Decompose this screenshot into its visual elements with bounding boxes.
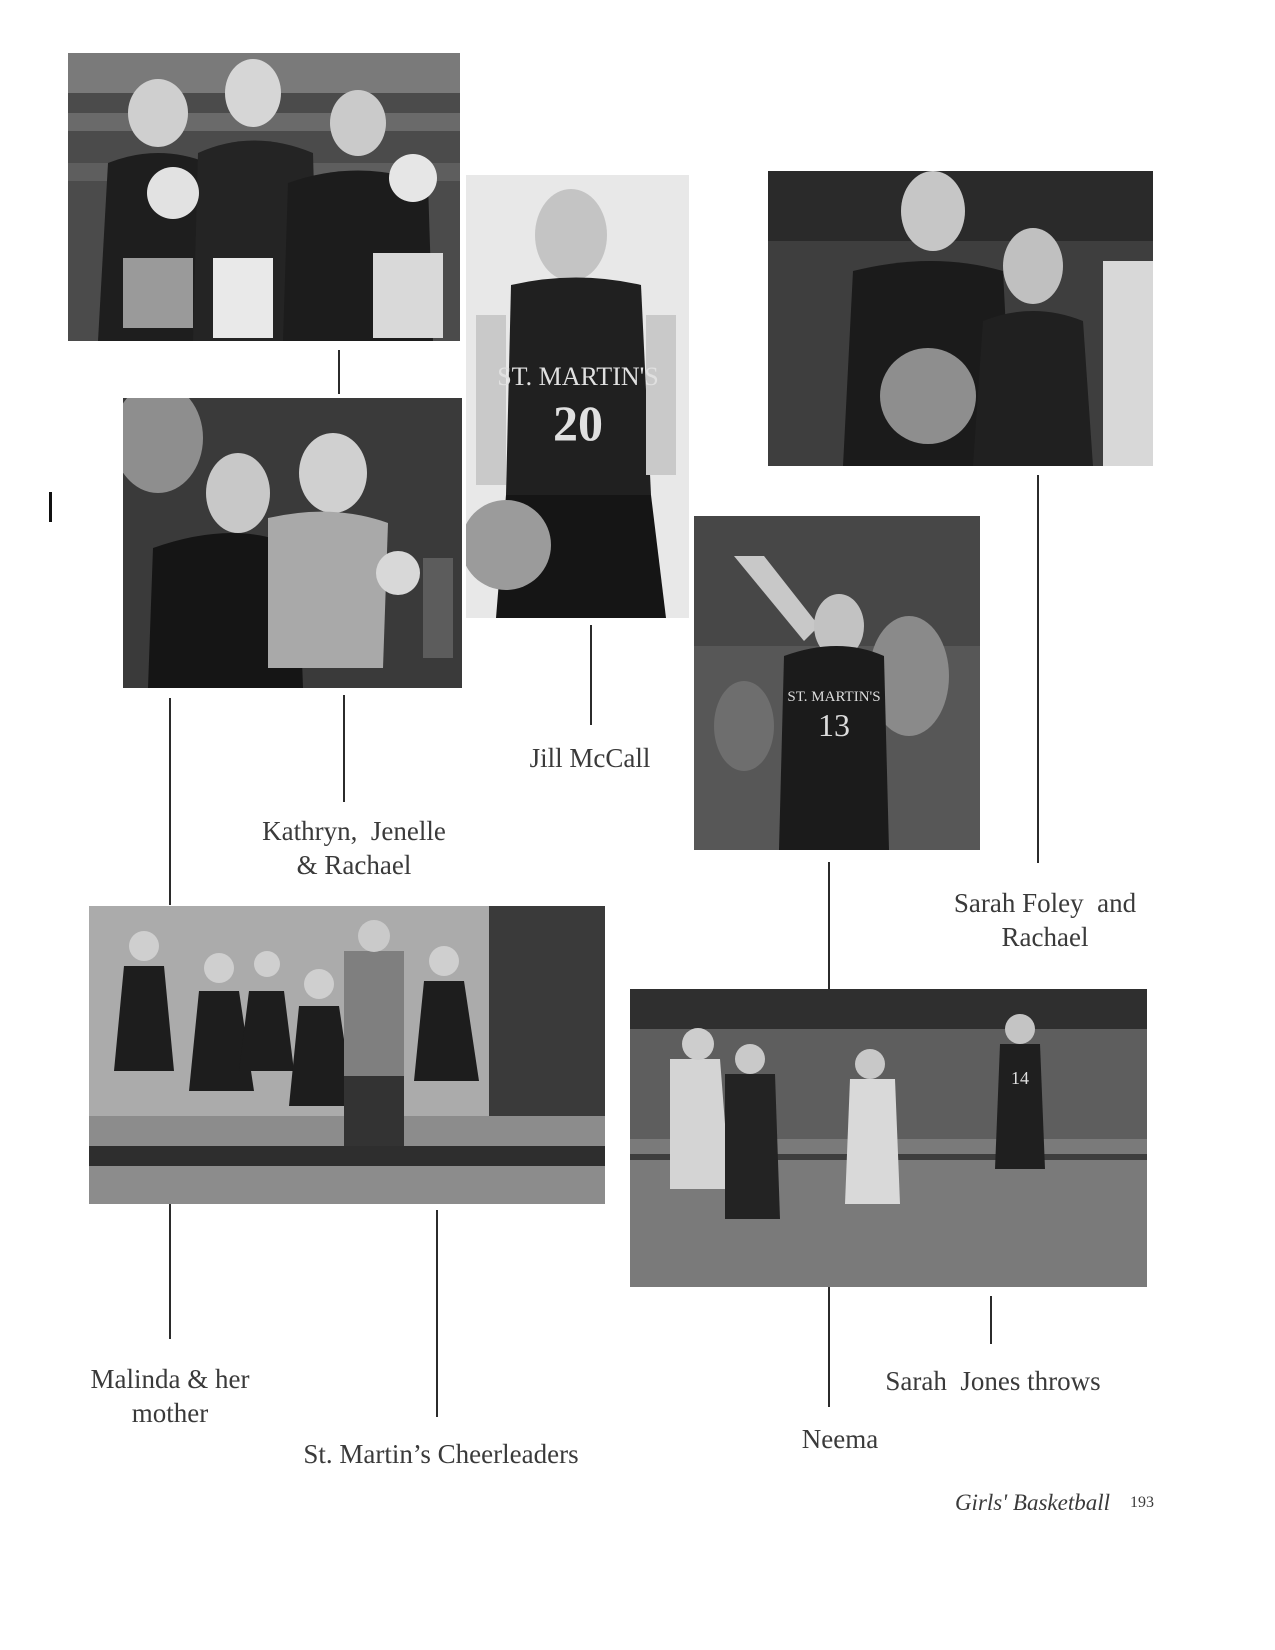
page-edge-mark bbox=[49, 492, 52, 522]
connector-line bbox=[343, 695, 345, 802]
photo-seniors-with-flowers bbox=[68, 53, 460, 341]
connector-line bbox=[590, 625, 592, 725]
caption-sarah-jones bbox=[868, 1364, 1118, 1398]
section-title: Girls' Basketball bbox=[954, 1490, 1110, 1515]
caption-kathryn-jenelle-rachael bbox=[234, 814, 474, 882]
caption-malinda-and-mother bbox=[70, 1362, 270, 1430]
photo-player-with-mother bbox=[123, 398, 462, 688]
photo-jill-mccall bbox=[466, 175, 689, 618]
jersey-number-text: 14 bbox=[1011, 1068, 1029, 1088]
caption-jill-mccall bbox=[520, 741, 660, 775]
connector-line bbox=[828, 862, 830, 989]
caption-line: & Rachael bbox=[296, 850, 412, 880]
caption-line: Rachael bbox=[1001, 922, 1089, 952]
caption-text: St. Martin’s Cheerleaders bbox=[303, 1439, 579, 1469]
photo-sarah-foley-and-rachael bbox=[768, 171, 1153, 466]
caption-sarah-foley-and-rachael bbox=[935, 886, 1155, 954]
jersey-number-text: 13 bbox=[818, 707, 850, 743]
caption-cheerleaders bbox=[281, 1437, 601, 1471]
photo-game-action bbox=[630, 989, 1147, 1287]
caption-text: Neema bbox=[801, 1424, 879, 1454]
caption-neema bbox=[780, 1422, 900, 1456]
connector-line bbox=[990, 1296, 992, 1344]
connector-line bbox=[436, 1210, 438, 1417]
caption-text: Sarah Jones throws bbox=[885, 1366, 1101, 1396]
photo-cheerleaders bbox=[89, 906, 605, 1204]
page-number: 193 bbox=[1130, 1494, 1154, 1511]
connector-line bbox=[169, 698, 171, 905]
connector-line bbox=[1037, 475, 1039, 863]
connector-line bbox=[828, 1287, 830, 1407]
connector-line bbox=[169, 1204, 171, 1339]
jersey-school-text: ST. MARTIN'S bbox=[497, 362, 659, 391]
caption-line: Kathryn, Jenelle bbox=[262, 816, 446, 846]
jersey-number-text: 20 bbox=[553, 395, 603, 451]
connector-line bbox=[338, 350, 340, 394]
caption-line: mother bbox=[131, 1398, 209, 1428]
caption-line: Malinda & her bbox=[90, 1364, 250, 1394]
caption-text: Jill McCall bbox=[529, 743, 651, 773]
jersey-school-text: ST. MARTIN'S bbox=[787, 689, 881, 705]
photo-rachael-shooting bbox=[694, 516, 980, 850]
caption-line: Sarah Foley and bbox=[953, 888, 1137, 918]
